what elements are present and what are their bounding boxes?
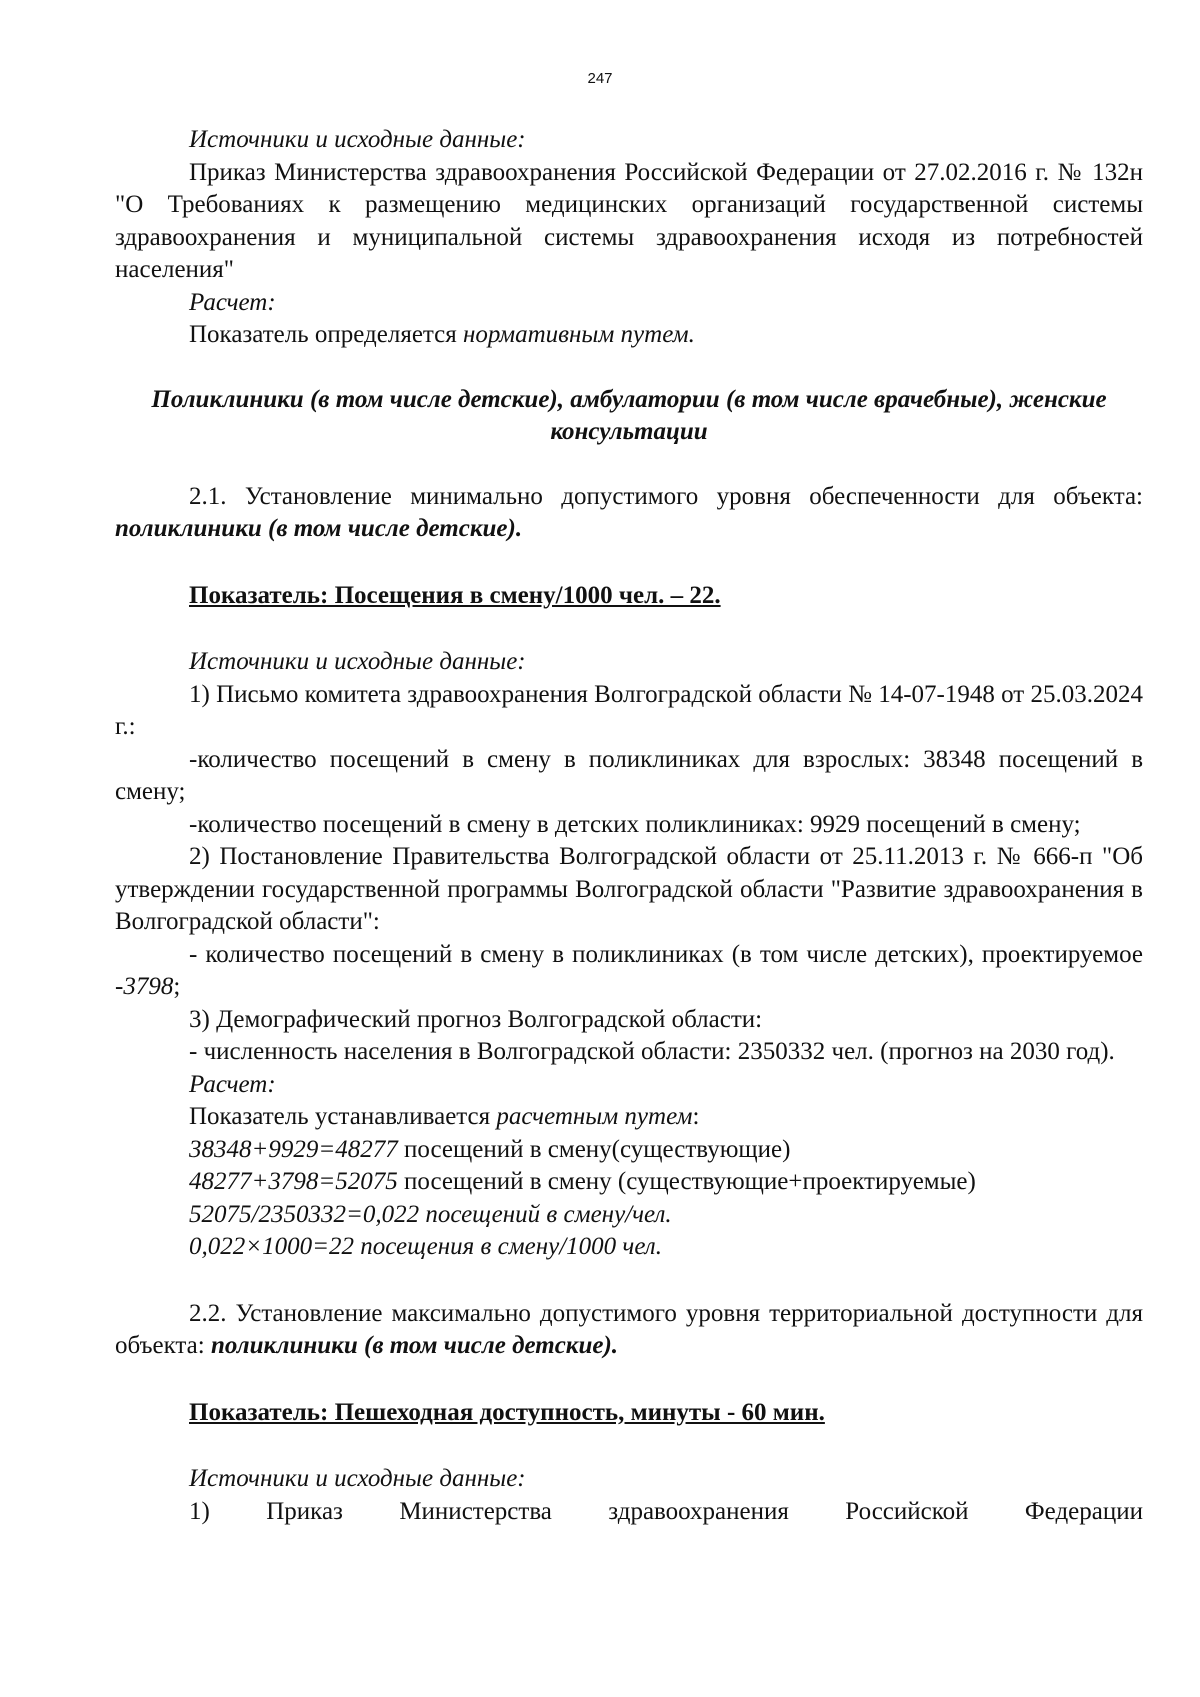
projected-value: 3798 bbox=[123, 973, 174, 1000]
calc-text: Показатель определяется bbox=[189, 321, 463, 348]
calc-label: Расчет: bbox=[189, 1070, 276, 1098]
source-1: 1) Письмо комитета здравоохранения Волгоградской области № 14-07-1948 от 25.03.2024 г.: bbox=[115, 680, 1143, 740]
formula-1: 38348+9929=48277 посещений в смену(существующие) bbox=[189, 1135, 791, 1163]
sources-label: Источники и исходные данные: bbox=[189, 648, 526, 675]
indicator-walking-access: Показатель: Пешеходная доступность, минуты - 60 мин. bbox=[189, 1398, 825, 1426]
source-3-population: - численность населения в Волгоградской области: 2350332 чел. (прогноз на 2030 год). bbox=[189, 1038, 1115, 1065]
section-heading: Поликлиники (в том числе детские), амбулатории (в том числе врачебные), женские консультации bbox=[151, 385, 1107, 445]
order-reference: Приказ Министерства здравоохранения Российской Федерации от 27.02.2016 г. № 132н "О Требованиях к размещению медицинских организаций государственной системы здравоохранения и муниципальной системы здравоохранения исходя из потребностей населения" bbox=[115, 158, 1143, 283]
indicator-visits: Показатель: Посещения в смену/1000 чел. – 22. bbox=[189, 581, 721, 609]
source-1: 1) Приказ Министерства здравоохранения Российской Федерации bbox=[189, 1497, 1143, 1525]
item-2-1-object: поликлиники (в том числе детские). bbox=[115, 515, 523, 542]
item-2-2-text: 2.2. Установление максимально допустимого уровня территориальной доступности для объекта: bbox=[115, 1299, 1143, 1359]
page-number: 247 bbox=[587, 70, 613, 87]
formula-3: 52075/2350332=0,022 посещений в смену/чел. bbox=[189, 1200, 672, 1228]
sources-label: Источники и исходные данные: bbox=[189, 1465, 526, 1492]
document-body bbox=[115, 124, 1143, 1528]
formula-2: 48277+3798=52075 посещений в смену (существующие+проектируемые) bbox=[189, 1168, 976, 1195]
item-2-1 bbox=[115, 481, 1143, 546]
source-1-child-visits: -количество посещений в смену в детских поликлиниках: 9929 посещений в смену; bbox=[189, 810, 1081, 838]
source-3: 3) Демографический прогноз Волгоградской области: bbox=[189, 1005, 763, 1033]
calc-label: Расчет: bbox=[189, 288, 276, 316]
source-2-projected: - количество посещений в смену в поликлиниках (в том числе детских), проектируемое -3798; bbox=[115, 940, 1143, 1000]
formula-4: 0,022×1000=22 посещения в смену/1000 чел. bbox=[189, 1233, 662, 1260]
item-2-2-object: поликлиники (в том числе детские). bbox=[210, 1332, 619, 1359]
calc-method: расчетным путем bbox=[496, 1103, 693, 1130]
source-1-adult-visits: -количество посещений в смену в поликлиниках для взрослых: 38348 посещений в смену; bbox=[115, 745, 1143, 805]
calc-method: нормативным путем. bbox=[463, 321, 695, 348]
item-2-1-text: 2.1. Установление минимально допустимого уровня обеспеченности для объекта: bbox=[189, 482, 1143, 510]
calc-paragraph: Показатель устанавливается расчетным путем: bbox=[189, 1103, 700, 1130]
calc-paragraph bbox=[115, 319, 1143, 352]
sources-label: Источники и исходные данные: bbox=[189, 126, 526, 153]
source-2: 2) Постановление Правительства Волгоградской области от 25.11.2013 г. № 666-п "Об утверждении государственной программы Волгоградской области "Развитие здравоохранения в Волгоградской области": bbox=[115, 843, 1143, 935]
item-2-2 bbox=[115, 1298, 1143, 1363]
